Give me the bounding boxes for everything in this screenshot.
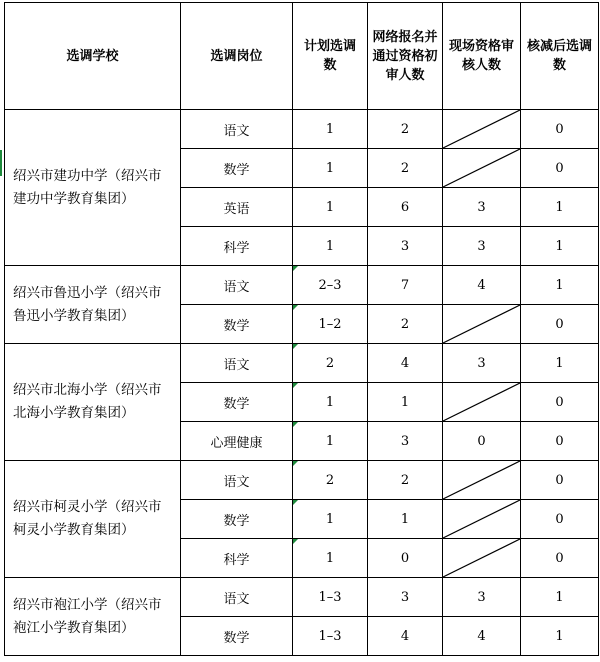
- table-row: [5, 578, 599, 617]
- post-cell: 语文: [181, 266, 293, 305]
- plan-cell: 1–2: [293, 305, 368, 344]
- diagonal-slash-icon: [443, 539, 520, 577]
- online-cell: 3: [368, 227, 443, 266]
- online-cell: 7: [368, 266, 443, 305]
- row-selection-indicator: [0, 150, 2, 176]
- header-onsite-text: 现场资格审核人数: [448, 39, 514, 73]
- school-cell: 绍兴市鲁迅小学（绍兴市鲁迅小学教育集团）: [5, 266, 181, 344]
- header-plan: [293, 3, 368, 110]
- school-cell: 绍兴市建功中学（绍兴市建功中学教育集团）: [5, 110, 181, 266]
- header-school: 选调学校: [5, 3, 181, 110]
- onsite-cell: 3: [443, 188, 521, 227]
- online-cell: 3: [368, 422, 443, 461]
- header-after: [521, 3, 599, 110]
- header-online-text: 网络报名并通过资格初审人数: [372, 29, 438, 83]
- plan-cell: 2: [293, 461, 368, 500]
- plan-cell: 1: [293, 188, 368, 227]
- diagonal-slash-icon: [443, 149, 520, 187]
- plan-cell: 2–3: [293, 266, 368, 305]
- onsite-cell-not-applicable: [443, 305, 521, 344]
- diagonal-slash-icon: [443, 500, 520, 538]
- onsite-cell: 0: [443, 422, 521, 461]
- plan-cell: 2: [293, 344, 368, 383]
- after-cell: 1: [521, 266, 599, 305]
- onsite-cell-not-applicable: [443, 383, 521, 422]
- table-row: [5, 266, 599, 305]
- cell-warning-triangle-icon: [293, 266, 298, 271]
- after-cell: 0: [521, 110, 599, 149]
- table-body: [5, 110, 599, 656]
- plan-cell: 1: [293, 383, 368, 422]
- after-cell: 0: [521, 305, 599, 344]
- online-cell: 2: [368, 305, 443, 344]
- plan-cell: 1–3: [293, 578, 368, 617]
- diagonal-slash-icon: [443, 305, 520, 343]
- online-cell: 2: [368, 461, 443, 500]
- header-onsite: [443, 3, 521, 110]
- post-cell: 数学: [181, 500, 293, 539]
- online-cell: 4: [368, 617, 443, 656]
- online-cell: 6: [368, 188, 443, 227]
- onsite-cell-not-applicable: [443, 110, 521, 149]
- onsite-cell-not-applicable: [443, 539, 521, 578]
- after-cell: 1: [521, 344, 599, 383]
- plan-cell: 1: [293, 149, 368, 188]
- cell-warning-triangle-icon: [293, 344, 298, 349]
- selection-table: [4, 2, 599, 656]
- diagonal-slash-icon: [443, 461, 520, 499]
- onsite-cell-not-applicable: [443, 149, 521, 188]
- table-row: [5, 110, 599, 149]
- plan-cell: 1: [293, 422, 368, 461]
- post-cell: 心理健康: [181, 422, 293, 461]
- school-cell: 绍兴市北海小学（绍兴市北海小学教育集团）: [5, 344, 181, 461]
- post-cell: 语文: [181, 461, 293, 500]
- post-cell: 数学: [181, 305, 293, 344]
- header-post: 选调岗位: [181, 3, 293, 110]
- table-row: [5, 461, 599, 500]
- online-cell: 3: [368, 578, 443, 617]
- plan-cell: 1: [293, 110, 368, 149]
- school-cell: 绍兴市袍江小学（绍兴市袍江小学教育集团）: [5, 578, 181, 656]
- onsite-cell-not-applicable: [443, 461, 521, 500]
- after-cell: 1: [521, 188, 599, 227]
- onsite-cell: 3: [443, 227, 521, 266]
- post-cell: 语文: [181, 578, 293, 617]
- cell-warning-triangle-icon: [293, 461, 298, 466]
- plan-cell: 1: [293, 539, 368, 578]
- post-cell: 科学: [181, 539, 293, 578]
- header-plan-text: 计划选调数: [303, 39, 356, 73]
- diagonal-slash-icon: [443, 110, 520, 148]
- onsite-cell-not-applicable: [443, 500, 521, 539]
- post-cell: 语文: [181, 344, 293, 383]
- online-cell: 0: [368, 539, 443, 578]
- online-cell: 1: [368, 383, 443, 422]
- onsite-cell: 4: [443, 266, 521, 305]
- onsite-cell: 4: [443, 617, 521, 656]
- after-cell: 1: [521, 578, 599, 617]
- online-cell: 1: [368, 500, 443, 539]
- online-cell: 2: [368, 110, 443, 149]
- after-cell: 0: [521, 500, 599, 539]
- cell-warning-triangle-icon: [293, 422, 298, 427]
- after-cell: 0: [521, 539, 599, 578]
- onsite-cell: 3: [443, 344, 521, 383]
- after-cell: 1: [521, 227, 599, 266]
- after-cell: 0: [521, 383, 599, 422]
- post-cell: 数学: [181, 149, 293, 188]
- post-cell: 语文: [181, 110, 293, 149]
- diagonal-slash-icon: [443, 383, 520, 421]
- header-online: [368, 3, 443, 110]
- cell-warning-triangle-icon: [293, 383, 298, 388]
- post-cell: 数学: [181, 617, 293, 656]
- online-cell: 2: [368, 149, 443, 188]
- onsite-cell: 3: [443, 578, 521, 617]
- after-cell: 0: [521, 149, 599, 188]
- plan-cell: 1–3: [293, 617, 368, 656]
- post-cell: 英语: [181, 188, 293, 227]
- header-after-text: 核减后选调数: [526, 39, 592, 73]
- after-cell: 0: [521, 461, 599, 500]
- cell-warning-triangle-icon: [293, 305, 298, 310]
- header-row: [5, 3, 599, 110]
- plan-cell: 1: [293, 500, 368, 539]
- school-cell: 绍兴市柯灵小学（绍兴市柯灵小学教育集团）: [5, 461, 181, 578]
- post-cell: 数学: [181, 383, 293, 422]
- table-row: [5, 344, 599, 383]
- post-cell: 科学: [181, 227, 293, 266]
- after-cell: 1: [521, 617, 599, 656]
- online-cell: 4: [368, 344, 443, 383]
- plan-cell: 1: [293, 227, 368, 266]
- cell-warning-triangle-icon: [293, 539, 298, 544]
- cell-warning-triangle-icon: [293, 500, 298, 505]
- after-cell: 0: [521, 422, 599, 461]
